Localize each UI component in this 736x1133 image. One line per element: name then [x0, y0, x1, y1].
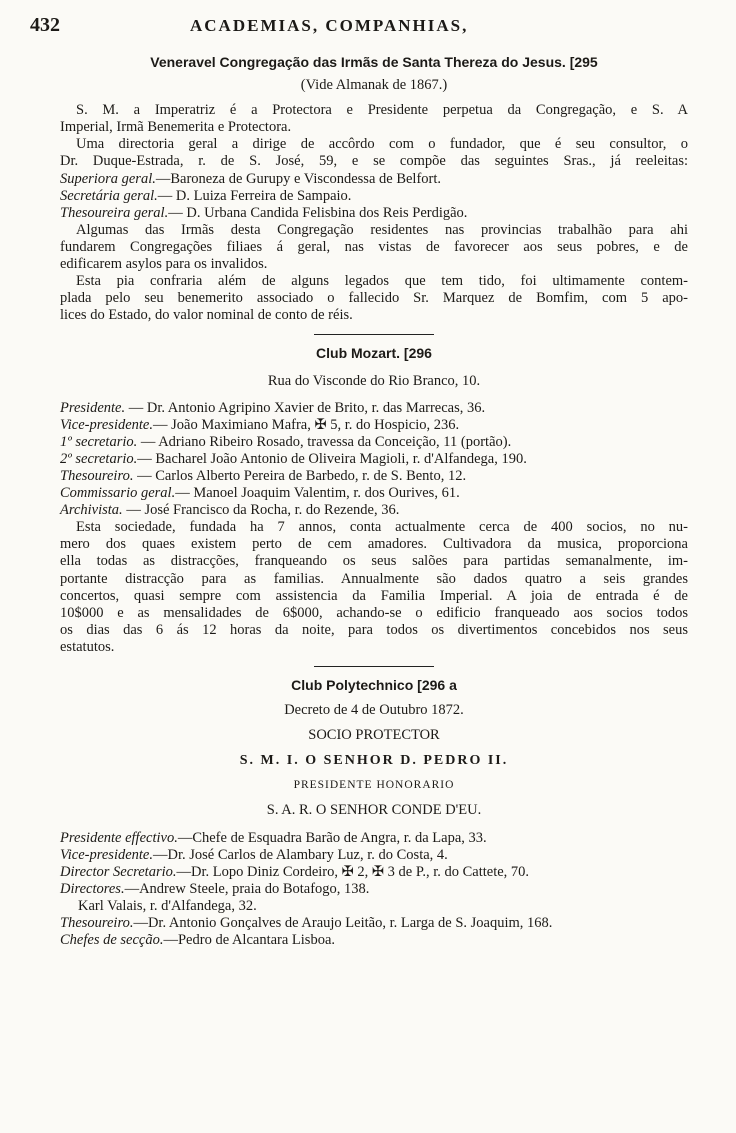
- paragraph-line: Uma directoria geral a dirige de accôrdo com o fundador, que é seu consultor, o: [76, 136, 688, 153]
- paragraph-line: Imperial, Irmã Benemerita e Protectora.: [60, 119, 292, 136]
- officer-details: —Chefe de Esquadra Barão de Angra, r. da Lapa, 33.: [177, 829, 487, 846]
- page-content: [60, 54, 688, 949]
- officer-role: Commissario geral.: [60, 485, 176, 502]
- paragraph-line: Algumas das Irmãs desta Congregação residentes nas provincias trabalhão para ahi: [76, 221, 688, 238]
- officer-name: — D. Urbana Candida Felisbina dos Reis Perdigão.: [168, 204, 468, 221]
- section-title-congregacao: [60, 54, 688, 71]
- officer-role: 2º secretario.: [60, 450, 138, 467]
- officer-details: —Andrew Steele, praia do Botafogo, 138.: [124, 880, 370, 897]
- section-title-club-mozart: [60, 345, 688, 362]
- officer-line: [60, 451, 688, 468]
- officer-list: [60, 915, 688, 949]
- section-divider: [314, 334, 434, 335]
- section-ref: [296: [403, 345, 432, 362]
- officer-line: [60, 205, 688, 222]
- officer-line: [60, 830, 688, 847]
- running-title: ACADEMIAS, COMPANHIAS,: [190, 16, 469, 35]
- officer-role: Presidente effectivo.: [60, 829, 178, 846]
- emperor-line: S. M. I. O SENHOR D. PEDRO II.: [239, 753, 509, 769]
- paragraph-line: Esta sociedade, fundada ha 7 annos, conta actualmente cerca de 400 socios, no nu-: [76, 519, 688, 536]
- officer-role: Thesoureiro.: [60, 915, 134, 932]
- officer-line: [60, 881, 688, 898]
- paragraph-line: 10$000 e as mensalidades de 6$000, achando-se o edificio franqueado aos socios todos: [60, 604, 688, 621]
- officer-name: — D. Luiza Ferreira de Sampaio.: [157, 187, 352, 204]
- club-description: [60, 519, 688, 639]
- officer-details: —Dr. Lopo Diniz Cordeiro, ✠ 2, ✠ 3 de P., r. do Cattete, 70.: [176, 863, 530, 880]
- paragraph-line: fundarem Congregações filiaes á geral, nas vistas de favorecer aos seus pobres, e de: [60, 238, 688, 255]
- officer-details: —Pedro de Alcantara Lisboa.: [163, 932, 336, 949]
- officer-line: [60, 864, 688, 881]
- paragraph-line: concertos, quasi sempre com assistencia da Familia Imperial. A joia de entrada é de: [60, 587, 688, 604]
- officer-name: —Baroneza de Gurupy e Viscondessa de Belfort.: [155, 170, 442, 187]
- officer-role: Superiora geral.: [60, 170, 156, 187]
- paragraph-line: portante distracção para as familias. Annualmente são dados quatro a seis grandes: [60, 570, 688, 587]
- paragraph-line: Esta pia confraria além de alguns legados que tem tido, foi ultimamente contem-: [76, 273, 688, 290]
- officer-list: [60, 400, 688, 520]
- officer-line: [60, 847, 688, 864]
- section-title-text: Club Polytechnico: [291, 677, 414, 693]
- officer-list: [60, 830, 688, 898]
- paragraph-line: os dias das 6 ás 12 horas da noite, para todos os divertimentos concebidos nos seus: [60, 621, 688, 638]
- officer-line: [60, 502, 688, 519]
- officer-line: [60, 171, 688, 188]
- paragraph-line: Dr. Duque-Estrada, r. de S. José, 59, e se compõe das seguintes Sras., já reeleitas:: [60, 153, 688, 170]
- officer-role: Archivista.: [60, 502, 123, 519]
- officer-role: Vice-presidente.: [60, 846, 153, 863]
- paragraph-line: plada pelo seu benemerito associado o fallecido Sr. Marquez de Bomfim, com 5 apo-: [60, 290, 688, 307]
- officer-details: —Dr. José Carlos de Alambary Luz, r. do Costa, 4.: [153, 846, 448, 863]
- page-number: 432: [30, 14, 60, 36]
- paragraph-line: mero dos quaes existem perto de cem amadores. Cultivadora da musica, proporciona: [60, 536, 688, 553]
- section-divider: [314, 666, 434, 667]
- page-header: [30, 14, 670, 40]
- officer-role: Thesoureiro.: [60, 467, 134, 484]
- officer-role: Directores.: [60, 880, 125, 897]
- officer-details: — Carlos Alberto Pereira de Barbedo, r. de S. Bento, 12.: [133, 467, 467, 484]
- section-title-text: Veneravel Congregação das Irmãs de Santa Thereza do Jesus.: [150, 54, 566, 70]
- officer-details: — José Francisco da Rocha, r. do Rezende, 36.: [122, 502, 400, 519]
- officer-line: [60, 485, 688, 502]
- officer-line: [60, 915, 688, 932]
- officer-role: Chefes de secção.: [60, 932, 164, 949]
- officer-details: — Bacharel João Antonio de Oliveira Magioli, r. d'Alfandega, 190.: [137, 450, 527, 467]
- officer-role: Presidente.: [60, 399, 126, 416]
- paragraph-line: S. M. a Imperatriz é a Protectora e Presidente perpetua da Congregação, e S. A: [76, 102, 688, 119]
- socio-protector-label: SOCIO PROTECTOR: [308, 727, 440, 744]
- section-ref: [295: [569, 54, 598, 70]
- paragraph-line: ella todas as distracções, franqueando os seus salões para partidas semanalmente, im-: [60, 553, 688, 570]
- paragraph-line: lices do Estado, do valor nominal de conto de réis.: [60, 307, 353, 324]
- section-title-text: Club Mozart.: [316, 345, 401, 362]
- presidente-honorario-label: PRESIDENTE HONORARIO: [293, 779, 455, 792]
- officer-role: Secretária geral.: [60, 187, 158, 204]
- officer-details: — Dr. Antonio Agripino Xavier de Brito, r. das Marrecas, 36.: [125, 399, 486, 416]
- officer-role: 1º secretario.: [60, 433, 138, 450]
- officer-line: [60, 417, 688, 434]
- decree-line: Decreto de 4 de Outubro 1872.: [284, 702, 464, 719]
- officer-details: — João Maximiano Mafra, ✠ 5, r. do Hospicio, 236.: [153, 416, 460, 433]
- officer-role: Director Secretario.: [60, 863, 177, 880]
- officer-line: [60, 932, 688, 949]
- section-title-club-polytechnico: [60, 677, 688, 694]
- vide-note: (Vide Almanak de 1867.): [300, 77, 448, 94]
- officer-details: — Manoel Joaquim Valentim, r. dos Ourives, 61.: [175, 485, 460, 502]
- conde-line: S. A. R. O SENHOR CONDE D'EU.: [266, 802, 482, 819]
- section-ref: [296 a: [417, 677, 457, 693]
- officer-line: [60, 400, 688, 417]
- officer-role: Vice-presidente.: [60, 416, 153, 433]
- paragraph-line: edificarem asylos para os invalidos.: [60, 256, 268, 273]
- officer-details: —Dr. Antonio Gonçalves de Araujo Leitão, r. Larga de S. Joaquim, 168.: [133, 915, 553, 932]
- officer-line: [60, 434, 688, 451]
- club-address: Rua do Visconde do Rio Branco, 10.: [267, 372, 481, 389]
- officer-line: [60, 468, 688, 485]
- officer-role: Thesoureira geral.: [60, 204, 169, 221]
- paragraph-line: estatutos.: [60, 638, 115, 655]
- officer-line: [60, 188, 688, 205]
- officer-details: — Adriano Ribeiro Rosado, travessa da Conceição, 11 (portão).: [137, 433, 512, 450]
- officer-line: Karl Valais, r. d'Alfandega, 32.: [78, 897, 257, 914]
